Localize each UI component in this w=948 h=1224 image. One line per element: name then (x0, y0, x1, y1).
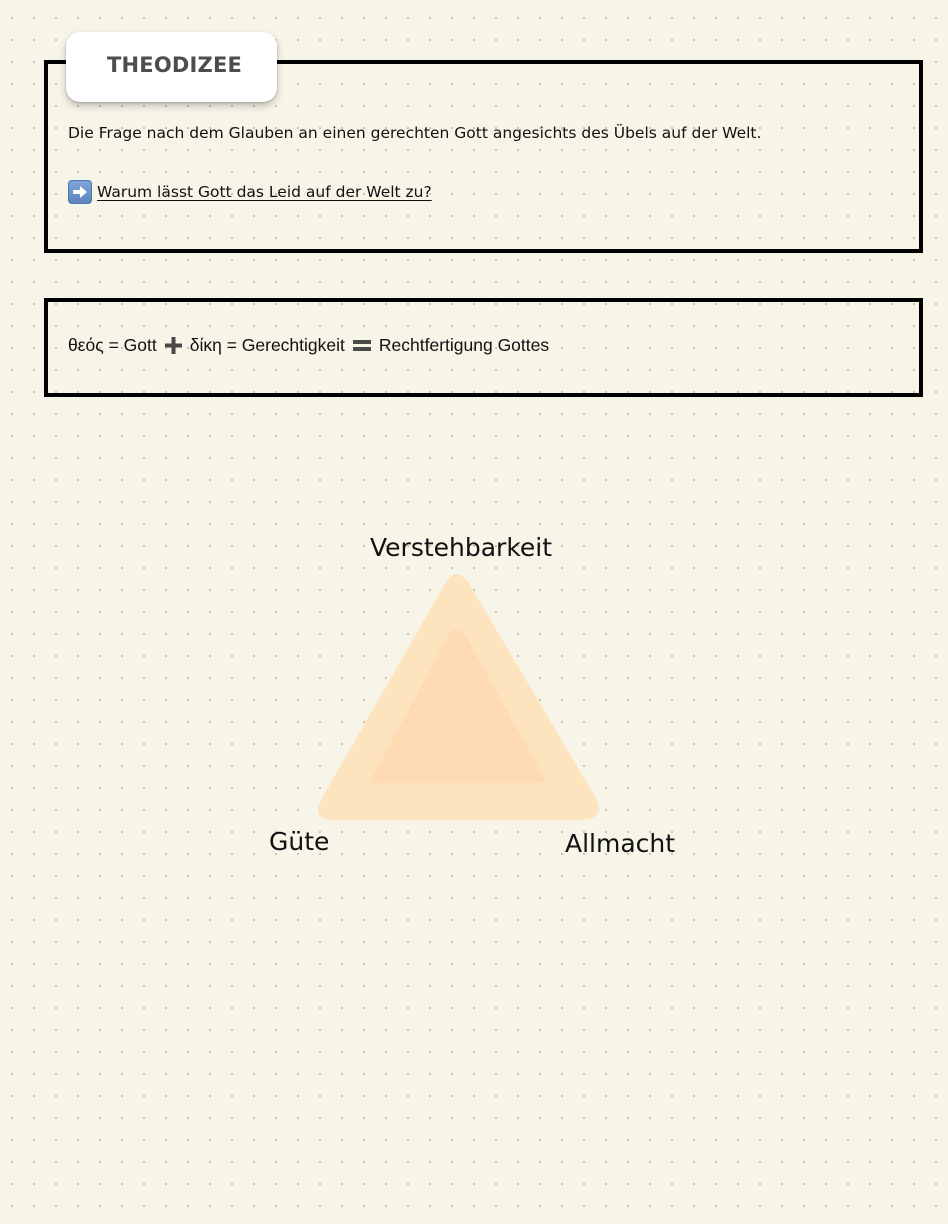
plus-icon (165, 337, 182, 354)
right-arrow-icon (68, 180, 92, 204)
formula-part-theos: θεός = Gott (68, 335, 157, 355)
question-link[interactable]: Warum lässt Gott das Leid auf der Welt zu? (97, 183, 432, 201)
formula-part-dike: δίκη = Gerechtigkeit (189, 335, 345, 355)
definition-text: Die Frage nach dem Glauben an einen gerechten Gott angesichts des Übels auf der Welt. (68, 124, 762, 142)
title-card (66, 32, 277, 102)
triangle-label-right: Allmacht (565, 829, 676, 858)
triangle-label-top: Verstehbarkeit (370, 533, 553, 562)
equals-icon (353, 339, 371, 352)
formula-result: Rechtfertigung Gottes (378, 335, 550, 355)
page-title: THEODIZEE (107, 53, 243, 77)
triangle-label-left: Güte (269, 827, 330, 856)
etymology-formula (68, 335, 549, 356)
theodicy-triangle (316, 570, 602, 822)
question-row (68, 180, 432, 204)
